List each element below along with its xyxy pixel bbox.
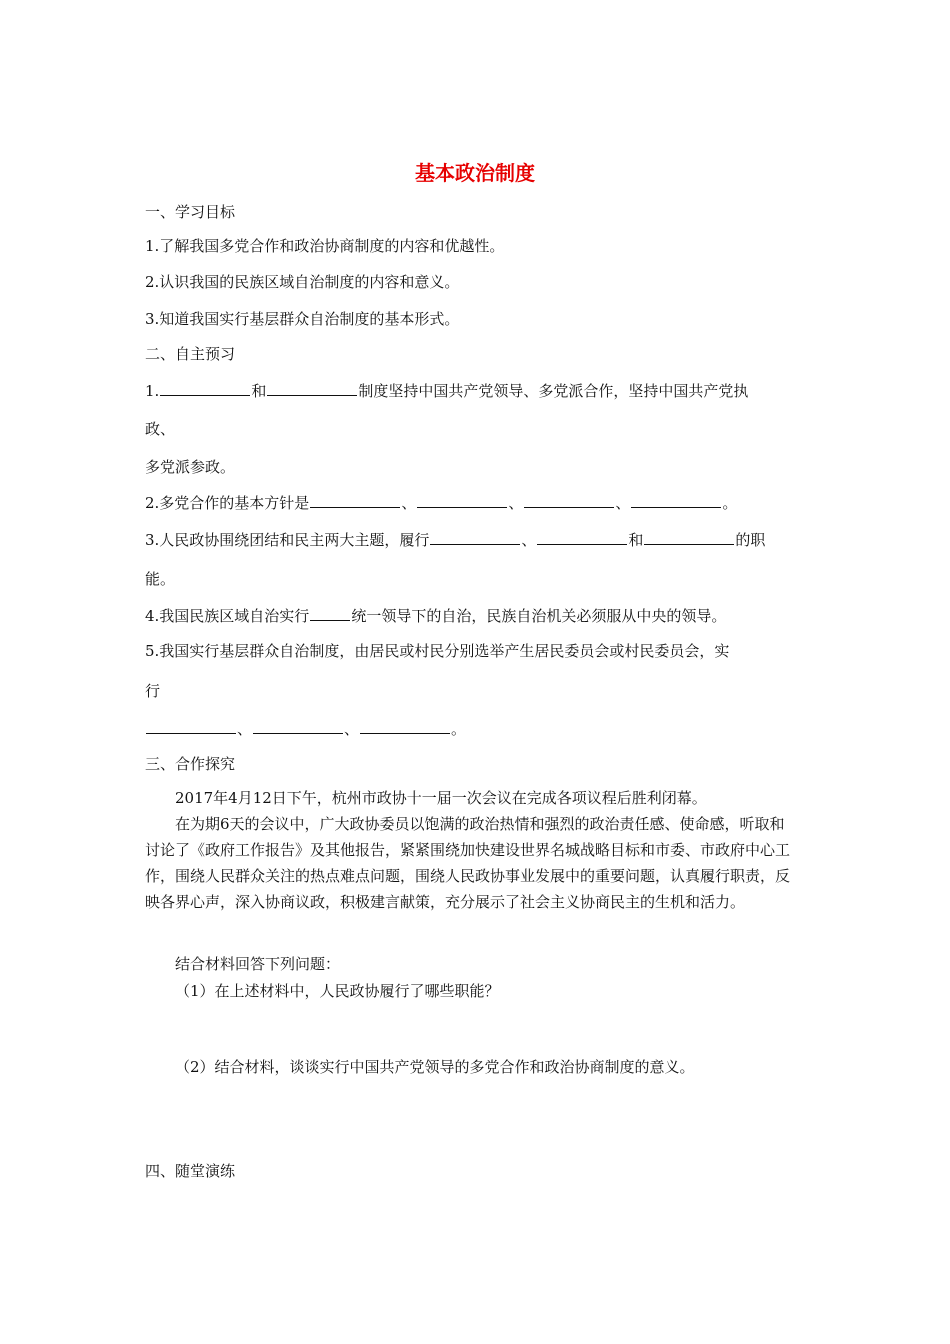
preview-question-3-cont: 能。: [145, 570, 176, 588]
fill-blank[interactable]: [310, 606, 350, 621]
connector-text: 和: [628, 531, 644, 549]
section-heading-inquiry: 三、合作探究: [145, 755, 236, 773]
separator: 、: [615, 494, 631, 512]
section-heading-preview: 二、自主预习: [145, 345, 236, 363]
end-mark: 。: [451, 720, 467, 738]
fill-blank[interactable]: [267, 381, 357, 396]
material-prompt: 结合材料回答下列问题：: [175, 955, 341, 973]
question-text: 统一领导下的自治，民族自治机关必须服从中央的领导。: [351, 607, 727, 625]
question-number: 1.: [145, 382, 160, 400]
fill-blank[interactable]: [146, 719, 236, 734]
connector-text: 和: [251, 382, 267, 400]
page-title: 基本政治制度: [415, 161, 535, 185]
goal-item: 3.知道我国实行基层群众自治制度的基本形式。: [145, 310, 460, 328]
fill-blank[interactable]: [537, 530, 627, 545]
question-text: 2.多党合作的基本方针是: [145, 494, 310, 512]
fill-blank[interactable]: [160, 381, 250, 396]
fill-blank[interactable]: [644, 530, 734, 545]
fill-blank[interactable]: [524, 493, 614, 508]
fill-blank[interactable]: [631, 493, 721, 508]
question-text: 3.人民政协围绕团结和民主两大主题，履行: [145, 531, 430, 549]
section-heading-practice: 四、随堂演练: [145, 1162, 236, 1180]
end-mark: 。: [722, 494, 738, 512]
goal-item: 1.了解我国多党合作和政治协商制度的内容和优越性。: [145, 237, 505, 255]
preview-question-1-cont: 多党派参政。: [145, 458, 236, 476]
fill-blank[interactable]: [253, 719, 343, 734]
question-text: 制度坚持中国共产党领导、多党派合作，坚持中国共产党执: [358, 382, 749, 400]
separator: 、: [237, 720, 253, 738]
preview-question-5-cont: 行: [145, 682, 161, 700]
material-paragraph: 在为期6天的会议中，广大政协委员以饱满的政治热情和强烈的政治责任感、使命感，听取和讨论了《政府工作报告》及其他报告，紧紧围绕加快建设世界名城战略目标和市委、市政府中心工作，围绕人民群众关注的热点难点问题，围绕人民政协事业发展中的重要问题，认真履行职责，反映各界心声，深入协商议政，积极建言献策，充分展示了社会主义协商民主的生机和活力。: [145, 815, 791, 911]
question-text: 的职: [735, 531, 766, 549]
section-heading-goals: 一、学习目标: [145, 203, 236, 221]
separator: 、: [508, 494, 524, 512]
separator: 、: [521, 531, 537, 549]
fill-blank[interactable]: [360, 719, 450, 734]
inquiry-question-1: （1）在上述材料中，人民政协履行了哪些职能？: [175, 982, 500, 1000]
fill-blank[interactable]: [417, 493, 507, 508]
preview-question-3: [145, 530, 765, 549]
inquiry-question-2: （2）结合材料，谈谈实行中国共产党领导的多党合作和政治协商制度的意义。: [175, 1058, 695, 1076]
preview-question-1: [145, 381, 748, 400]
question-text: 4.我国民族区域自治实行: [145, 607, 310, 625]
goal-item: 2.认识我国的民族区域自治制度的内容和意义。: [145, 273, 460, 291]
separator: 、: [344, 720, 360, 738]
fill-blank[interactable]: [310, 493, 400, 508]
preview-question-1-cont: 政、: [145, 420, 176, 438]
preview-question-5: 5.我国实行基层群众自治制度，由居民或村民分别选举产生居民委员会或村民委员会，实: [145, 642, 730, 660]
preview-question-5-blanks: [145, 719, 466, 738]
separator: 、: [401, 494, 417, 512]
preview-question-2: [145, 493, 737, 512]
fill-blank[interactable]: [430, 530, 520, 545]
preview-question-4: [145, 606, 726, 625]
material-paragraph: 2017年4月12日下午，杭州市政协十一届一次会议在完成各项议程后胜利闭幕。: [175, 789, 707, 807]
